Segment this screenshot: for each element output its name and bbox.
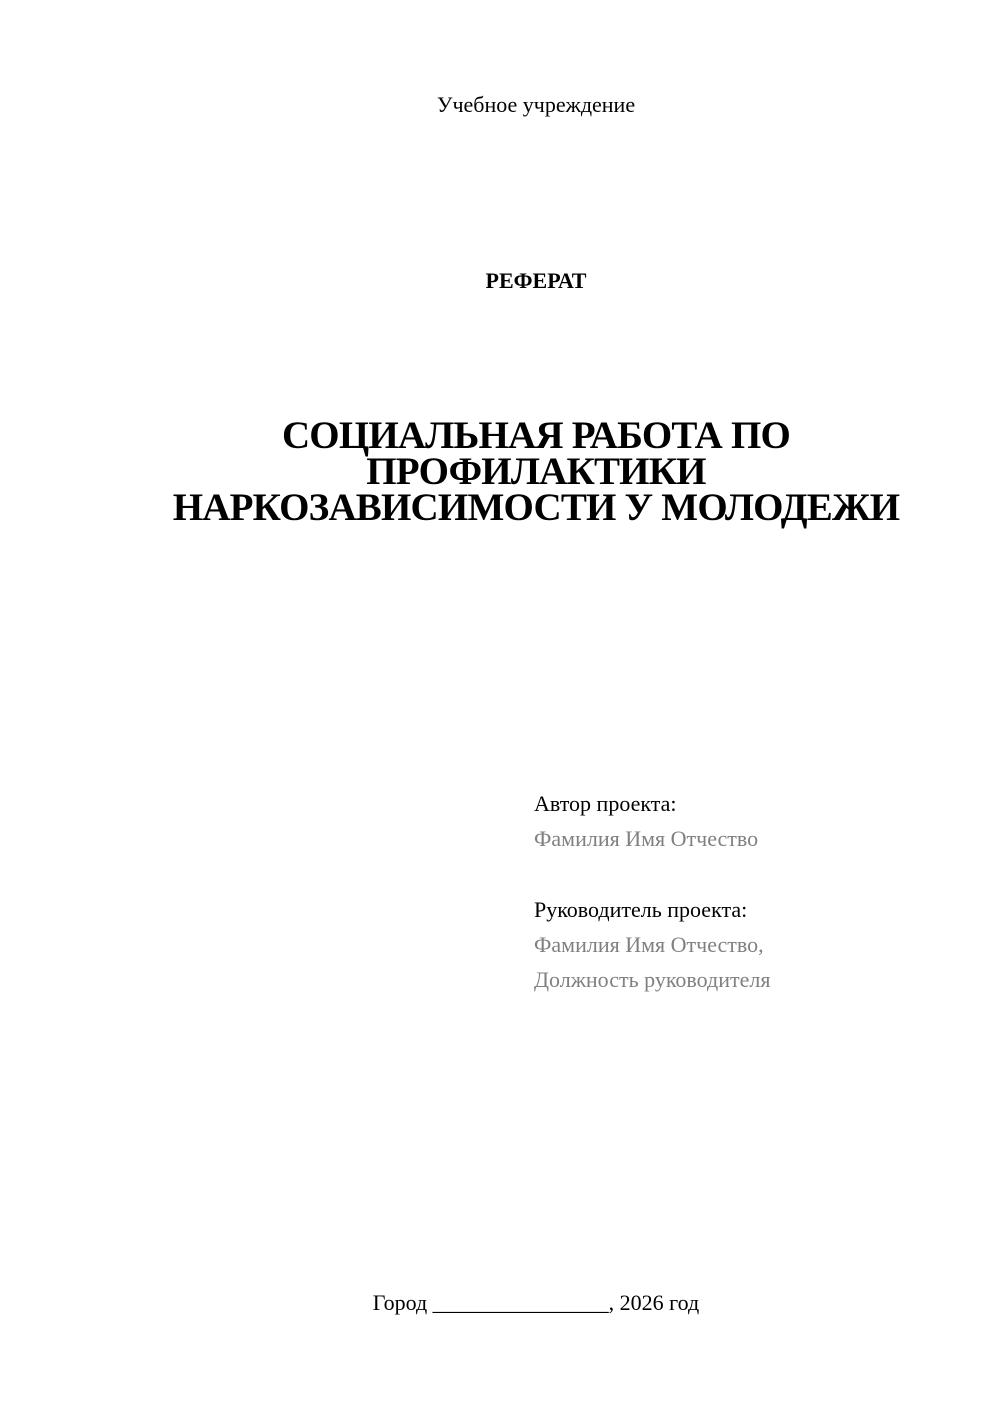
city-blank: ________________ [432, 1290, 609, 1315]
supervisor-block [534, 892, 770, 997]
city-label: Город [372, 1290, 428, 1315]
supervisor-label: Руководитель проекта: [534, 897, 748, 922]
title-line: НАРКОЗАВИСИМОСТИ У МОЛОДЕЖИ [172, 486, 900, 529]
title-line: СОЦИАЛЬНАЯ РАБОТА ПО [281, 414, 791, 457]
city-year-line [72, 1290, 1000, 1316]
author-block [534, 786, 758, 856]
author-label: Автор проекта: [534, 791, 677, 816]
document-type: РЕФЕРАТ [485, 268, 587, 293]
supervisor-position: Должность руководителя [534, 967, 771, 992]
supervisor-name: Фамилия Имя Отчество, [534, 932, 764, 957]
title-line: ПРОФИЛАКТИКИ [366, 450, 706, 493]
author-name: Фамилия Имя Отчество [534, 826, 759, 851]
year: , 2026 год [608, 1290, 700, 1315]
document-title [72, 414, 1000, 529]
institution: Учебное учреждение [436, 92, 636, 117]
